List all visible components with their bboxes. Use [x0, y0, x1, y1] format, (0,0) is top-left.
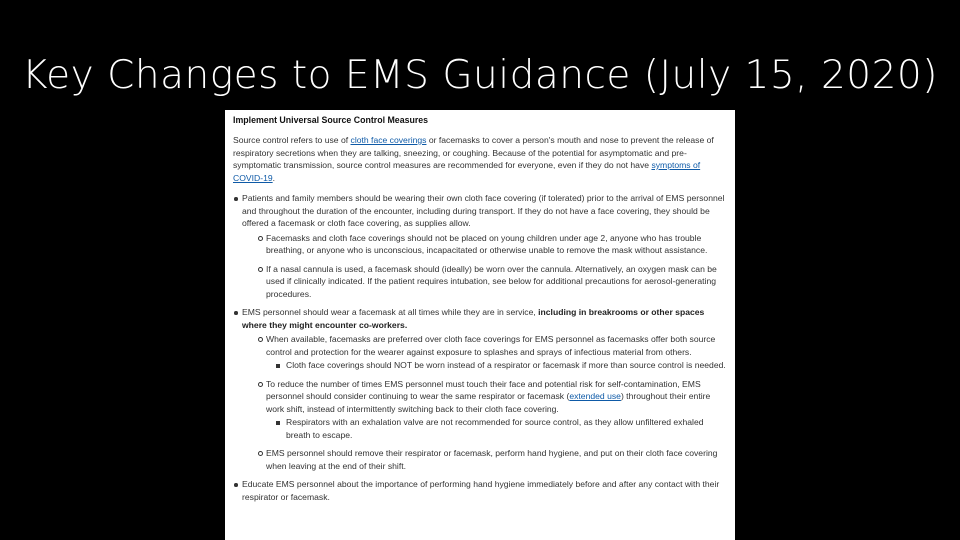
- sub-item-text-2: ) throughout their entire work shift, instead of intermittently switching back to their cloth face covering.: [266, 391, 711, 414]
- guidance-list: [233, 192, 729, 503]
- sub-item-extended-use: [242, 378, 729, 442]
- guidance-document-excerpt: [225, 110, 735, 540]
- sub-sub-item-exhalation-valve: Respirators with an exhalation valve are not recommended for source control, as they allow unfiltered exhaled breath to escape.: [266, 416, 729, 441]
- extended-use-link[interactable]: extended use: [569, 391, 621, 401]
- list-item-text: Patients and family members should be wearing their own cloth face covering (if tolerated) prior to the arrival of EMS personnel and throughout the duration of the encounter, including during transport. If they do not have a face covering, they should be offered a facemask or cloth face covering, as supplies allow.: [242, 193, 725, 228]
- sub-item-facemasks-preferred: [242, 333, 729, 372]
- sub-item-end-of-shift: EMS personnel should remove their respirator or facemask, perform hand hygiene, and put on their cloth face covering when leaving at the end of their shift.: [242, 447, 729, 472]
- sub-item-nasal-cannula: If a nasal cannula is used, a facemask should (ideally) be worn over the cannula. Alternatively, an oxygen mask can be used if clinically indicated. If the patient requires intubation, see below for additional precautions for aerosol-generating procedures.: [242, 263, 729, 301]
- list-item-patients: [233, 192, 729, 300]
- intro-text-3: .: [272, 172, 276, 183]
- cloth-face-coverings-link[interactable]: cloth face coverings: [350, 135, 427, 145]
- list-item-hand-hygiene: Educate EMS personnel about the importance of performing hand hygiene immediately before and after any contact with their respirator or facemask.: [233, 478, 729, 503]
- intro-text-1: Source control refers to use of: [233, 135, 351, 145]
- sub-list: [242, 333, 729, 472]
- sub-item-young-children: Facemasks and cloth face coverings should not be placed on young children under age 2, anyone who has trouble breathing, or anyone who is unconscious, incapacitated or otherwise unable to remove the mask without assistance.: [242, 232, 729, 257]
- intro-text-2: or facemasks to cover a person's mouth and nose to prevent the release of respiratory secretions when they are talking, sneezing, or coughing. Because of the potential for asymptomatic and pre-symptomatic transmission, source control measures are recommended for everyone, even if they do not have: [233, 135, 714, 170]
- sub-sub-list: [266, 359, 729, 372]
- sub-item-text: When available, facemasks are preferred over cloth face coverings for EMS personnel as facemasks offer both source control and protection for the wearer against exposure to splashes and sprays of infectious material from others.: [266, 334, 716, 357]
- section-heading: Implement Universal Source Control Measures: [233, 115, 429, 125]
- list-item-ems-personnel: [233, 306, 729, 472]
- intro-paragraph: [233, 134, 729, 184]
- list-item-bold-text: including in breakrooms or other spaces where they might encounter co-workers.: [242, 307, 705, 330]
- symptoms-link[interactable]: symptoms of COVID-19: [233, 160, 701, 183]
- sub-list: [242, 232, 729, 301]
- list-item-text: EMS personnel should wear a facemask at all times while they are in service,: [242, 307, 539, 317]
- slide-title: Key Changes to EMS Guidance (July 15, 2020): [22, 53, 938, 98]
- sub-sub-item-cloth-not-respirator: Cloth face coverings should NOT be worn instead of a respirator or facemask if more than source control is needed.: [266, 359, 729, 372]
- sub-sub-list: [266, 416, 729, 441]
- sub-item-text: To reduce the number of times EMS personnel must touch their face and potential risk for self-contamination, EMS personnel should consider continuing to wear the same respirator or facemask (: [266, 378, 701, 401]
